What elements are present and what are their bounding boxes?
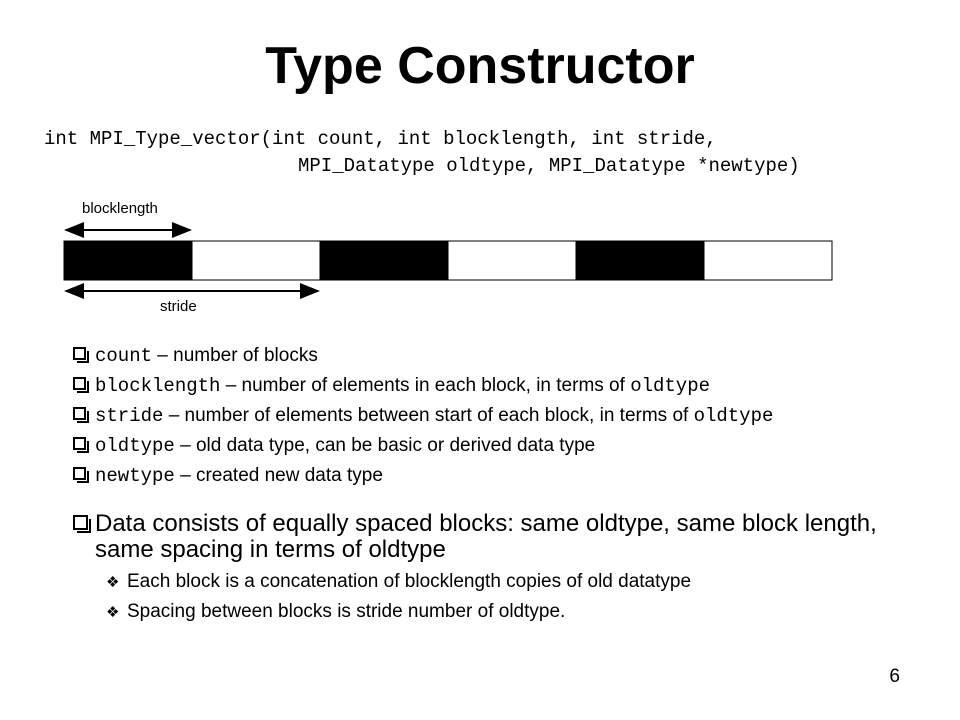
bullet-list xyxy=(73,345,933,623)
checkbox-bullet-icon xyxy=(73,347,86,360)
bullet-text: – created new data type xyxy=(174,465,383,486)
bullet-stride xyxy=(73,405,933,427)
subpoint-text: Each block is a concatenation of blocklength copies of old datatype xyxy=(127,571,692,592)
block-cell-empty xyxy=(192,241,320,280)
bullet-code: stride xyxy=(95,405,164,427)
diamond-bullet-icon: ❖ xyxy=(106,604,120,621)
checkbox-bullet-icon xyxy=(73,377,86,390)
bullet-code: oldtype xyxy=(95,435,175,457)
bullet-text: – old data type, can be basic or derived data type xyxy=(174,435,596,456)
diamond-bullet-icon: ❖ xyxy=(106,574,120,591)
bullet-code: blocklength xyxy=(95,375,221,397)
stride-label: stride xyxy=(160,298,197,315)
bullet-code-2: oldtype xyxy=(693,405,774,427)
checkbox-bullet-icon xyxy=(73,437,86,450)
checkbox-bullet-icon xyxy=(73,467,86,480)
signature-line-2: MPI_Datatype oldtype, MPI_Datatype *newtype) xyxy=(298,155,800,177)
signature-line-1: int MPI_Type_vector(int count, int blocklength, int stride, xyxy=(44,128,717,150)
block-cell-filled xyxy=(64,241,192,280)
block-cell-empty xyxy=(704,241,832,280)
block-strip xyxy=(64,241,832,280)
bullet-code-2: oldtype xyxy=(630,375,711,397)
checkbox-bullet-icon xyxy=(73,407,86,420)
subpoint xyxy=(73,601,933,623)
main-point-text: Data consists of equally spaced blocks: same oldtype, same block length, same spacing in terms of oldtype xyxy=(95,510,877,563)
slide-title: Type Constructor xyxy=(265,37,695,95)
checkbox-bullet-icon xyxy=(73,515,88,530)
bullet-count xyxy=(73,345,933,367)
vector-diagram xyxy=(0,0,960,340)
bullet-oldtype xyxy=(73,435,933,457)
bullet-text: – number of elements between start of each block, in terms of xyxy=(163,405,694,426)
bullet-code: newtype xyxy=(95,465,175,487)
subpoint-text: Spacing between blocks is stride number of oldtype. xyxy=(127,601,566,622)
main-point xyxy=(73,511,933,563)
bullet-text: – number of blocks xyxy=(152,345,318,366)
blocklength-label: blocklength xyxy=(82,200,158,217)
subpoint xyxy=(73,571,933,593)
page-number: 6 xyxy=(889,666,900,687)
bullet-newtype xyxy=(73,465,933,487)
block-cell-filled xyxy=(576,241,704,280)
bullet-code: count xyxy=(95,345,153,367)
bullet-text: – number of elements in each block, in terms of xyxy=(220,375,631,396)
block-cell-empty xyxy=(448,241,576,280)
block-cell-filled xyxy=(320,241,448,280)
bullet-blocklength xyxy=(73,375,933,397)
